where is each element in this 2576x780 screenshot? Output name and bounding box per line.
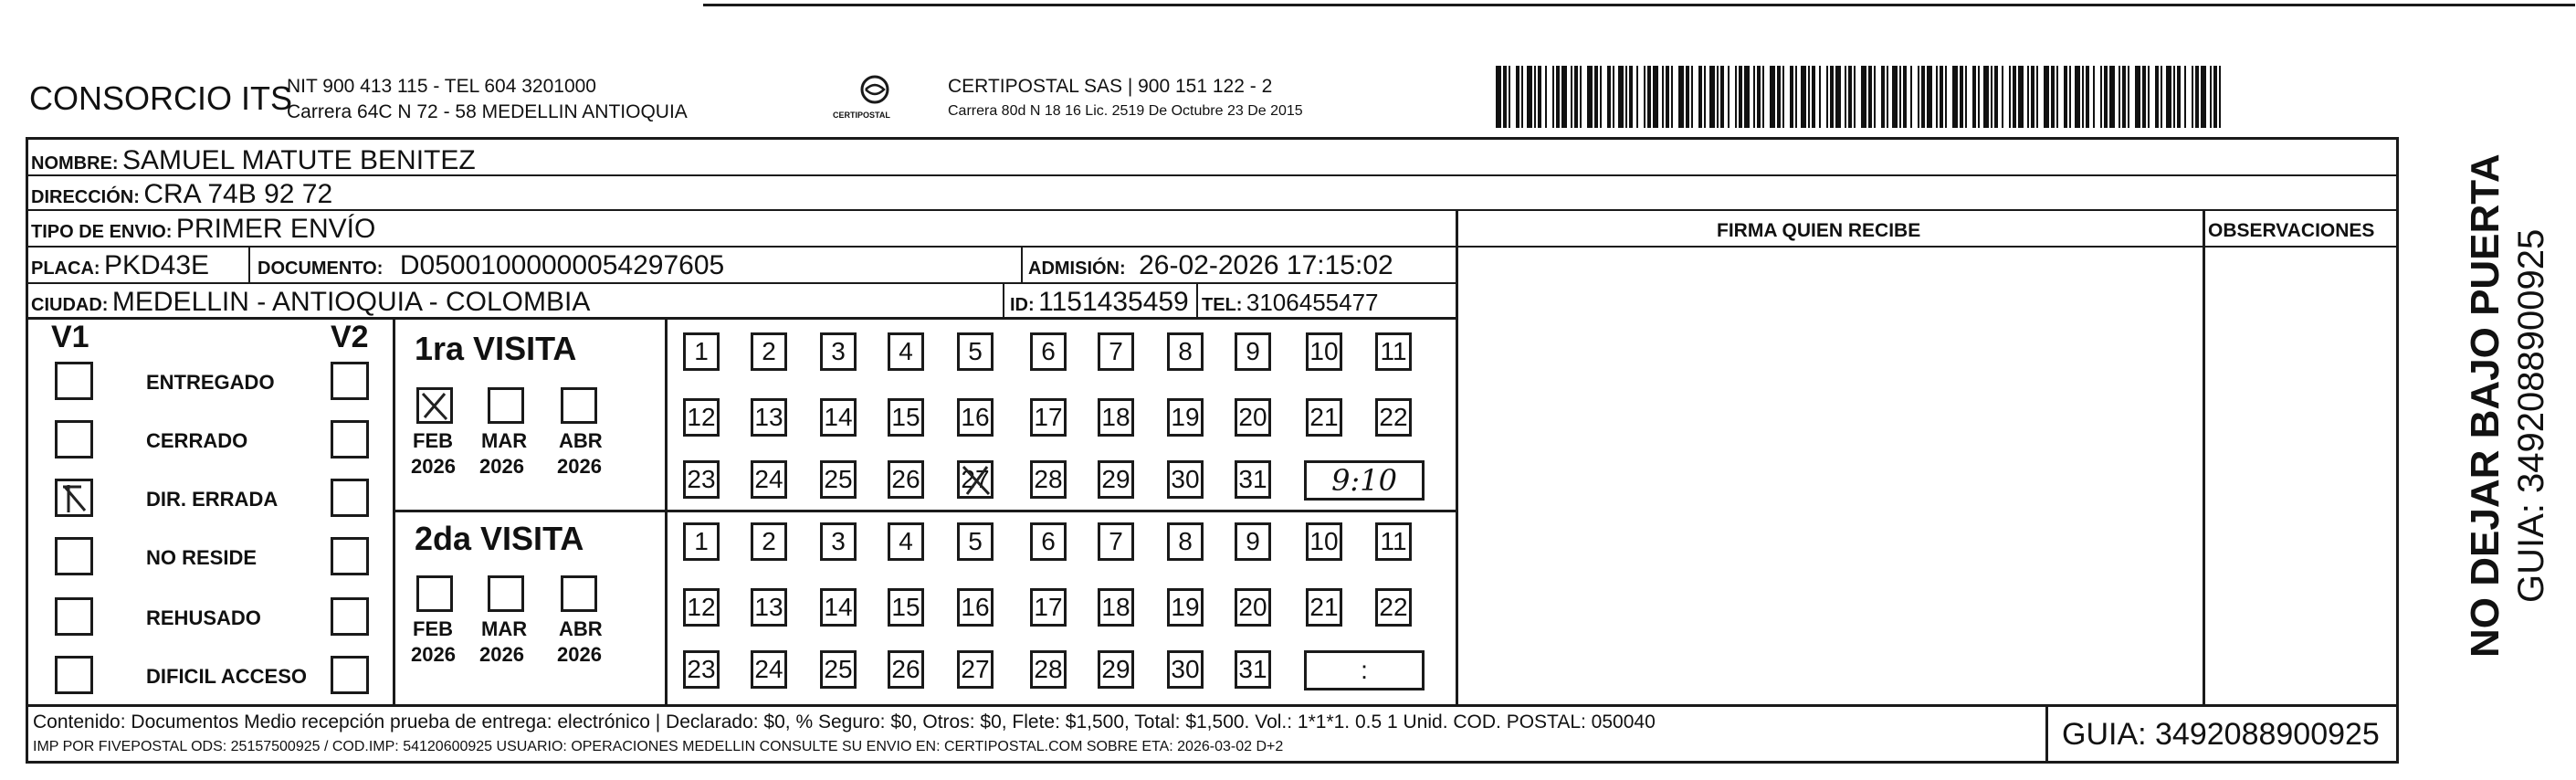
- day-box[interactable]: 1: [683, 332, 720, 371]
- month-label: FEB: [413, 429, 453, 452]
- v1-checkbox[interactable]: [55, 420, 93, 459]
- day-box[interactable]: 17: [1030, 398, 1067, 437]
- v2-checkbox[interactable]: [331, 362, 369, 400]
- day-box[interactable]: 23: [683, 460, 720, 499]
- v1-checkbox[interactable]: [55, 597, 93, 636]
- footer-guia: GUIA: 3492088900925: [2062, 717, 2380, 752]
- year-label: 2026: [411, 643, 456, 666]
- admision-value: 26-02-2026 17:15:02: [1139, 250, 1393, 280]
- day-box[interactable]: 22: [1375, 588, 1412, 627]
- day-box[interactable]: 12: [683, 588, 720, 627]
- day-box[interactable]: 28: [1030, 650, 1067, 689]
- day-box[interactable]: 4: [888, 522, 924, 561]
- certipostal-line1: CERTIPOSTAL SAS | 900 151 122 - 2: [948, 76, 1273, 97]
- ciudad-value: MEDELLIN - ANTIOQUIA - COLOMBIA: [111, 287, 591, 317]
- day-box[interactable]: 17: [1030, 588, 1067, 627]
- day-box[interactable]: 18: [1098, 398, 1134, 437]
- logo-text: CERTIPOSTAL: [833, 111, 890, 120]
- row-line: [1456, 246, 2396, 248]
- documento-label: DOCUMENTO:: [258, 258, 384, 279]
- tel-value: 3106455477: [1246, 289, 1379, 316]
- day-box[interactable]: 9: [1235, 522, 1271, 561]
- status-label: DIFICIL ACCESO: [146, 665, 308, 688]
- row-line: [26, 246, 1456, 248]
- tipo-envio-label: TIPO DE ENVIO:: [31, 222, 173, 242]
- day-box[interactable]: 1: [683, 522, 720, 561]
- nombre-label: NOMBRE:: [31, 153, 119, 174]
- month-checkbox[interactable]: [488, 387, 524, 424]
- month-label: ABR: [559, 429, 603, 452]
- id-label: ID:: [1010, 295, 1035, 315]
- documento-value: D05001000000054297605: [399, 250, 725, 280]
- day-box[interactable]: 14: [820, 588, 857, 627]
- visit1-title: 1ra VISITA: [415, 330, 577, 367]
- day-box[interactable]: 27: [957, 460, 994, 499]
- month-checkbox[interactable]: [416, 387, 453, 424]
- observaciones-label: OBSERVACIONES: [2208, 220, 2375, 241]
- day-box[interactable]: 6: [1030, 332, 1067, 371]
- month-label: FEB: [413, 617, 453, 640]
- side-guia: GUIA: 3492088900925: [2511, 228, 2551, 603]
- day-box[interactable]: 3: [820, 332, 857, 371]
- row-line: [26, 209, 2399, 211]
- day-box[interactable]: 4: [888, 332, 924, 371]
- placa-label: PLACA:: [31, 258, 100, 279]
- day-box[interactable]: 20: [1235, 398, 1271, 437]
- admision-label: ADMISIÓN:: [1028, 258, 1126, 279]
- status-label: CERRADO: [146, 429, 248, 452]
- v2-checkbox[interactable]: [331, 656, 369, 694]
- month-checkbox[interactable]: [488, 575, 524, 612]
- status-label: DIR. ERRADA: [146, 488, 279, 511]
- day-box[interactable]: 10: [1306, 332, 1342, 371]
- day-box[interactable]: 3: [820, 522, 857, 561]
- day-box[interactable]: 15: [888, 588, 924, 627]
- month-checkbox[interactable]: [561, 575, 597, 612]
- day-box[interactable]: 24: [751, 460, 787, 499]
- day-box[interactable]: 26: [888, 460, 924, 499]
- day-box[interactable]: 12: [683, 398, 720, 437]
- frame-bottom: [26, 761, 2399, 764]
- frame-top: [26, 137, 2396, 140]
- day-box[interactable]: 18: [1098, 588, 1134, 627]
- day-box[interactable]: 25: [820, 650, 857, 689]
- day-box[interactable]: 24: [751, 650, 787, 689]
- month-label: MAR: [481, 429, 528, 452]
- day-box[interactable]: 2: [751, 332, 787, 371]
- day-box[interactable]: 19: [1167, 398, 1204, 437]
- v1-checkbox[interactable]: [55, 362, 93, 400]
- direccion-label: DIRECCIÓN:: [31, 187, 140, 207]
- day-box[interactable]: 31: [1235, 650, 1271, 689]
- day-box[interactable]: 31: [1235, 460, 1271, 499]
- frame-left: [26, 137, 28, 763]
- month-checkbox[interactable]: [561, 387, 597, 424]
- row-line: [26, 704, 2399, 707]
- ciudad-label: CIUDAD:: [31, 295, 109, 315]
- v2-label: V2: [331, 320, 369, 354]
- certipostal-logo-icon: [857, 73, 893, 110]
- day-box[interactable]: 5: [957, 522, 994, 561]
- day-box[interactable]: 16: [957, 588, 994, 627]
- day-box[interactable]: 15: [888, 398, 924, 437]
- nombre-value: SAMUEL MATUTE BENITEZ: [122, 145, 476, 175]
- tipo-envio-value: PRIMER ENVÍO: [175, 214, 376, 244]
- day-box[interactable]: 22: [1375, 398, 1412, 437]
- day-box[interactable]: 21: [1306, 588, 1342, 627]
- tel-divider: [1196, 282, 1198, 319]
- v2-checkbox[interactable]: [331, 479, 369, 517]
- id-value: 1151435459: [1038, 287, 1189, 317]
- day-box[interactable]: 13: [751, 588, 787, 627]
- day-box[interactable]: 13: [751, 398, 787, 437]
- placa-divider: [248, 246, 250, 282]
- month-label: MAR: [481, 617, 528, 640]
- day-box[interactable]: 19: [1167, 588, 1204, 627]
- no-dejar-warning: NO DEJAR BAJO PUERTA: [2463, 153, 2508, 658]
- year-label: 2026: [557, 455, 602, 478]
- day-box[interactable]: 5: [957, 332, 994, 371]
- status-label: REHUSADO: [146, 606, 261, 629]
- imp-text: IMP POR FIVEPOSTAL ODS: 25157500925 / COD.IMP: 54120600925 USUARIO: OPERACIONES MEDELLIN CONSULTE SU ENVIO EN: CERTIPOSTAL.COM SOBRE ETA: 2026-03-02 D+2: [33, 739, 1284, 754]
- day-box[interactable]: 2: [751, 522, 787, 561]
- visit-divider: [393, 510, 1457, 512]
- firma-label: FIRMA QUIEN RECIBE: [1717, 220, 1921, 241]
- status-label: ENTREGADO: [146, 371, 275, 394]
- day-box[interactable]: 8: [1167, 332, 1204, 371]
- day-box[interactable]: 9: [1235, 332, 1271, 371]
- day-box[interactable]: 25: [820, 460, 857, 499]
- v2-checkbox[interactable]: [331, 420, 369, 459]
- address-line: Carrera 64C N 72 - 58 MEDELLIN ANTIOQUIA: [287, 101, 688, 122]
- day-box[interactable]: 29: [1098, 460, 1134, 499]
- day-box[interactable]: 11: [1375, 522, 1412, 561]
- day-box[interactable]: 30: [1167, 650, 1204, 689]
- v2-checkbox[interactable]: [331, 597, 369, 636]
- top-rule: [703, 4, 2575, 6]
- v1-label: V1: [51, 320, 89, 354]
- day-box[interactable]: 29: [1098, 650, 1134, 689]
- v1-checkbox[interactable]: [55, 656, 93, 694]
- day-box[interactable]: 21: [1306, 398, 1342, 437]
- day-box[interactable]: 20: [1235, 588, 1271, 627]
- visit2-title: 2da VISITA: [415, 520, 584, 557]
- day-box[interactable]: 6: [1030, 522, 1067, 561]
- nit-line: NIT 900 413 115 - TEL 604 3201000: [287, 76, 596, 97]
- month-checkbox[interactable]: [416, 575, 453, 612]
- day-box[interactable]: 7: [1098, 332, 1134, 371]
- admision-divider: [1021, 246, 1023, 282]
- status-label: NO RESIDE: [146, 546, 258, 569]
- row-line: [26, 282, 1456, 284]
- day-box[interactable]: 14: [820, 398, 857, 437]
- day-box[interactable]: 23: [683, 650, 720, 689]
- year-label: 2026: [557, 643, 602, 666]
- day-box[interactable]: 7: [1098, 522, 1134, 561]
- certipostal-line2: Carrera 80d N 18 16 Lic. 2519 De Octubre 23 De 2015: [948, 103, 1303, 119]
- day-box[interactable]: 26: [888, 650, 924, 689]
- frame-right: [2396, 137, 2399, 763]
- v1-checkbox[interactable]: [55, 537, 93, 575]
- day-box[interactable]: 10: [1306, 522, 1342, 561]
- contenido-text: Contenido: Documentos Medio recepción prueba de entrega: electrónico | Declarado: $0, % Seguro: $0, Otros: $0, Flete: $1,500, Total: $1,500. Vol.: 1*1*1. 0.5 1 Unid. COD. POSTAL: 050040: [33, 711, 1656, 733]
- day-box[interactable]: 11: [1375, 332, 1412, 371]
- row-line: [26, 317, 1456, 320]
- obs-divider: [2203, 209, 2205, 706]
- v2-checkbox[interactable]: [331, 537, 369, 575]
- month-label: ABR: [559, 617, 603, 640]
- time-box[interactable]: 9:10: [1304, 460, 1425, 501]
- v1-checkbox[interactable]: [55, 479, 93, 517]
- direccion-value: CRA 74B 92 72: [143, 179, 333, 209]
- id-divider: [1003, 282, 1004, 319]
- year-label: 2026: [479, 643, 524, 666]
- time-box[interactable]: :: [1304, 650, 1425, 690]
- firma-divider: [1456, 209, 1458, 706]
- day-box[interactable]: 8: [1167, 522, 1204, 561]
- footer-divider: [2045, 704, 2048, 762]
- placa-value: PKD43E: [104, 250, 210, 280]
- year-label: 2026: [411, 455, 456, 478]
- day-box[interactable]: 28: [1030, 460, 1067, 499]
- day-box[interactable]: 27: [957, 650, 994, 689]
- company-name: CONSORCIO ITS: [29, 79, 293, 117]
- day-box[interactable]: 30: [1167, 460, 1204, 499]
- tel-label: TEL:: [1202, 295, 1243, 315]
- year-label: 2026: [479, 455, 524, 478]
- day-box[interactable]: 16: [957, 398, 994, 437]
- barcode: [1496, 66, 2226, 128]
